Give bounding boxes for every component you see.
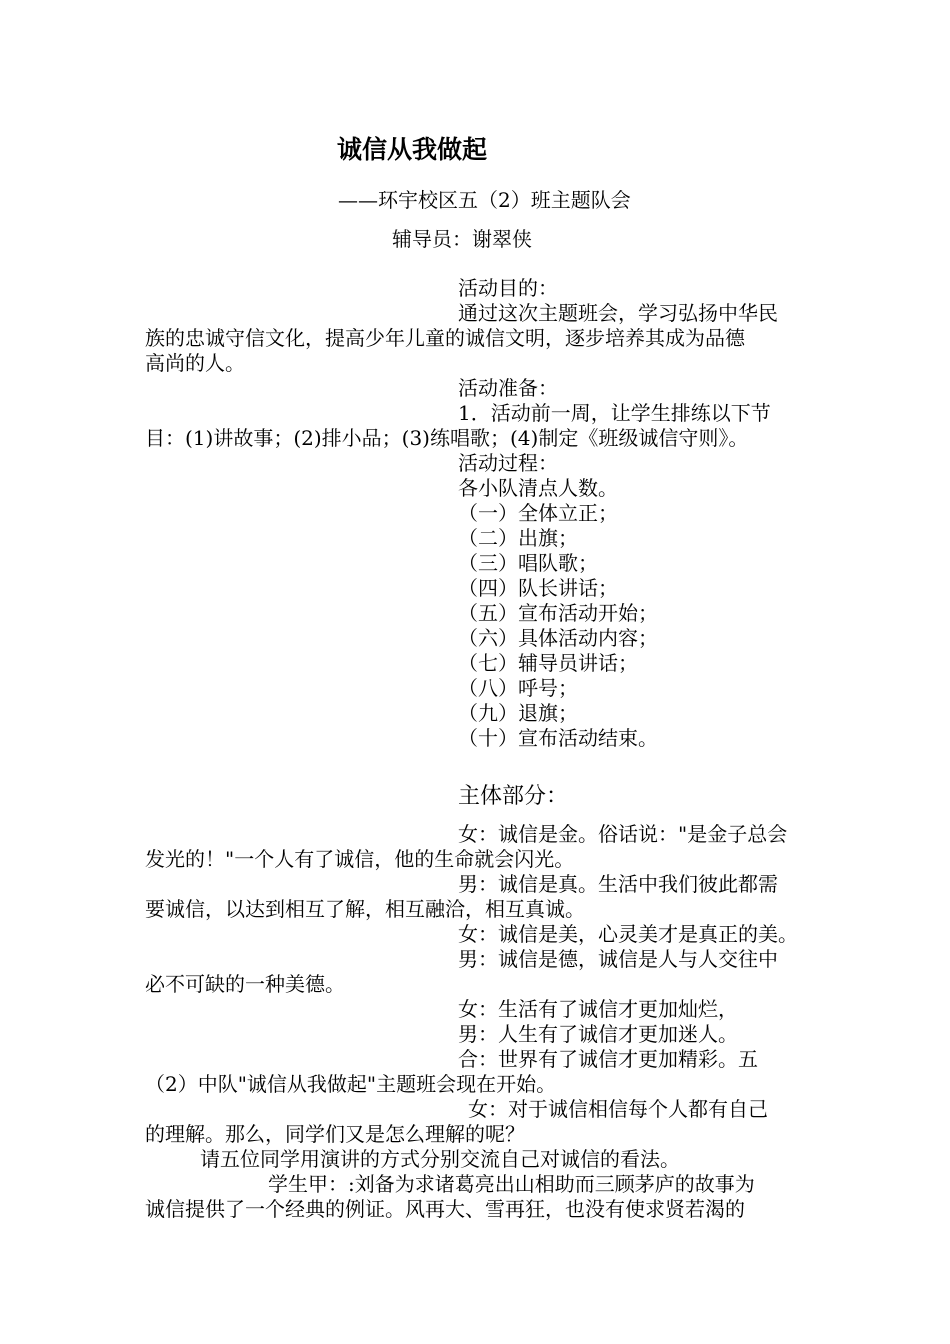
- dialogue-line: 请五位同学用演讲的方式分别交流自己对诚信的看法。: [200, 1147, 680, 1171]
- preparation-heading: 活动准备：: [458, 376, 558, 400]
- dialogue-line: 学生甲：:刘备为求诸葛亮出山相助而三顾茅庐的故事为: [268, 1172, 755, 1196]
- purpose-heading: 活动目的：: [458, 276, 558, 300]
- dialogue-line: 必不可缺的一种美德。: [145, 972, 345, 996]
- process-step: （四）队长讲话；: [458, 576, 618, 600]
- dialogue-line: 女：生活有了诚信才更加灿烂，: [458, 997, 738, 1021]
- dialogue-line: 要诚信，以达到相互了解，相互融洽，相互真诚。: [145, 897, 585, 921]
- dialogue-line: 女：诚信是金。俗话说："是金子总会: [458, 822, 788, 846]
- dialogue-line: 发光的！"一个人有了诚信，他的生命就会闪光。: [145, 847, 575, 871]
- dialogue-line: 男：诚信是真。生活中我们彼此都需: [458, 872, 778, 896]
- dialogue-line: 男：人生有了诚信才更加迷人。: [458, 1022, 738, 1046]
- purpose-line: 通过这次主题班会，学习弘扬中华民: [458, 301, 778, 325]
- dialogue-line: 男：诚信是德，诚信是人与人交往中: [458, 947, 778, 971]
- dialogue-line: 诚信提供了一个经典的例证。风再大、雪再狂，也没有使求贤若渴的: [145, 1197, 745, 1221]
- document-subtitle: ——环宇校区五（2）班主题队会: [338, 188, 631, 212]
- purpose-line: 高尚的人。: [145, 351, 245, 375]
- document-title: 诚信从我做起: [337, 135, 488, 164]
- process-step: （十）宣布活动结束。: [458, 726, 658, 750]
- preparation-line: 1．活动前一周，让学生排练以下节: [458, 401, 771, 425]
- dialogue-line: 女：诚信是美，心灵美才是真正的美。: [458, 922, 798, 946]
- main-section-heading: 主体部分：: [458, 784, 569, 809]
- purpose-line: 族的忠诚守信文化，提高少年儿童的诚信文明，逐步培养其成为品德: [145, 326, 745, 350]
- process-step: （一）全体立正；: [458, 501, 618, 525]
- preparation-line: 目：(1)讲故事；(2)排小品；(3)练唱歌；(4)制定《班级诚信守则》。: [145, 426, 749, 450]
- dialogue-line: 合：世界有了诚信才更加精彩。五: [458, 1047, 758, 1071]
- process-step: （六）具体活动内容；: [458, 626, 658, 650]
- dialogue-line: 女：对于诚信相信每个人都有自己: [468, 1097, 768, 1121]
- process-step: （三）唱队歌；: [458, 551, 598, 575]
- process-step: （七）辅导员讲话；: [458, 651, 638, 675]
- dialogue-line: （2）中队"诚信从我做起"主题班会现在开始。: [145, 1072, 557, 1096]
- process-step: （二）出旗；: [458, 526, 578, 550]
- process-step: （九）退旗；: [458, 701, 578, 725]
- dialogue-line: 的理解。那么，同学们又是怎么理解的呢？: [145, 1122, 525, 1146]
- process-intro: 各小队清点人数。: [458, 476, 618, 500]
- advisor-line: 辅导员：谢翠侠: [392, 227, 532, 251]
- process-step: （五）宣布活动开始；: [458, 601, 658, 625]
- process-step: （八）呼号；: [458, 676, 578, 700]
- process-heading: 活动过程：: [458, 451, 558, 475]
